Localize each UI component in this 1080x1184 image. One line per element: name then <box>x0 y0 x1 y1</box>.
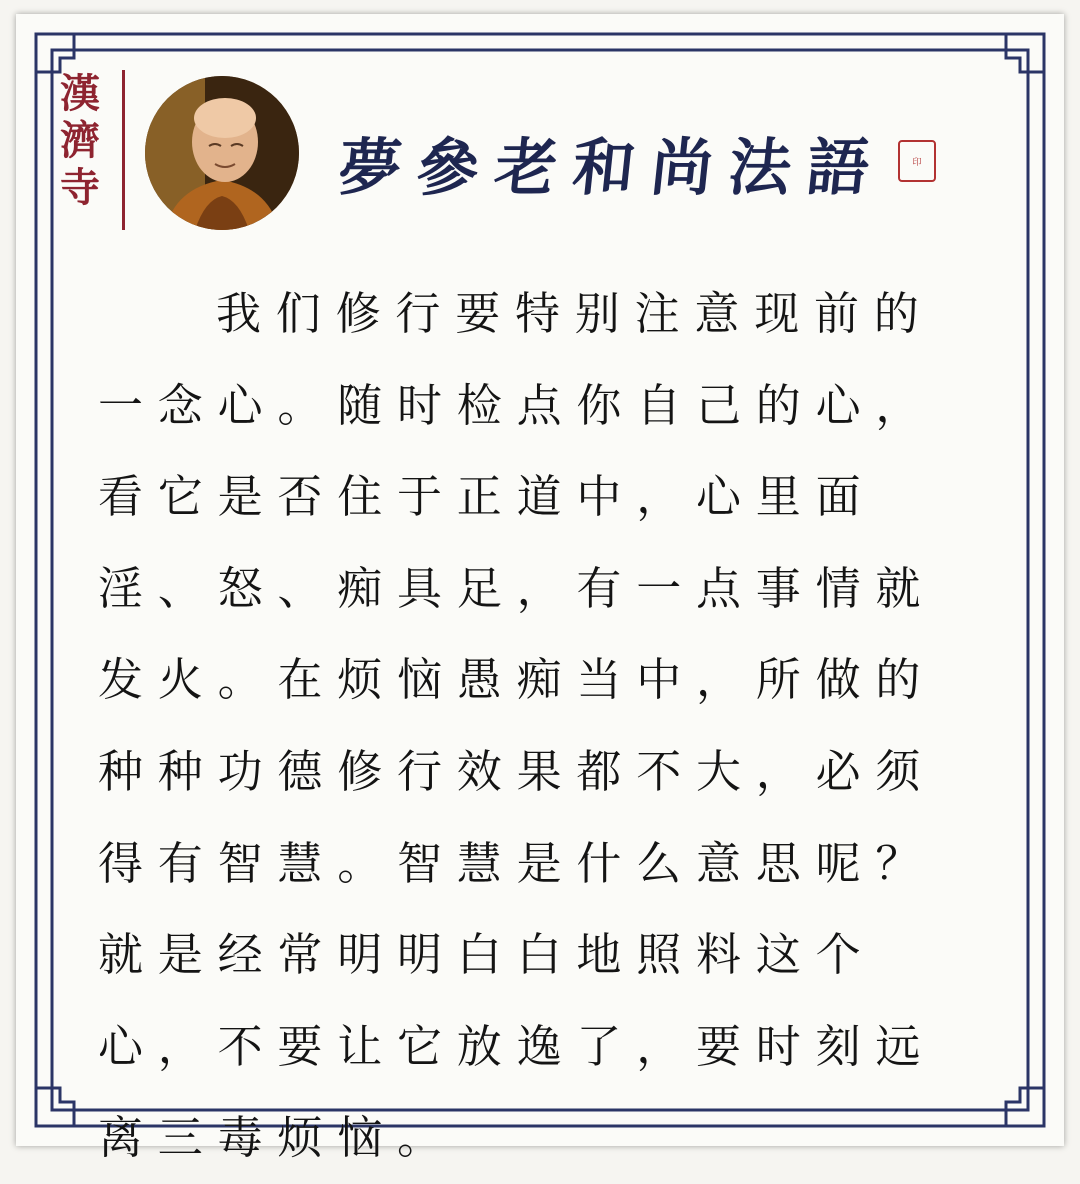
seal-stamp-icon: 印 <box>898 140 936 182</box>
temple-name-vertical <box>56 70 104 211</box>
temple-name-char: 濟 <box>60 117 100 164</box>
page-title: 夢參老和尚法語 <box>335 131 889 204</box>
temple-name-char: 寺 <box>60 164 100 211</box>
temple-name-char: 漢 <box>60 70 100 117</box>
quote-body-text: 我们修行要特别注意现前的一念心。随时检点你自己的心，看它是否住于正道中，心里面淫、怒、痴具足，有一点事情就发火。在烦恼愚痴当中，所做的种种功德修行效果都不大，必须得有智慧。智慧是什么意思呢？就是经常明明白白地照料这个心，不要让它放逸了，要时刻远离三毒烦恼。 <box>98 287 936 1165</box>
vertical-divider <box>122 70 125 230</box>
monk-portrait-avatar <box>145 76 299 230</box>
